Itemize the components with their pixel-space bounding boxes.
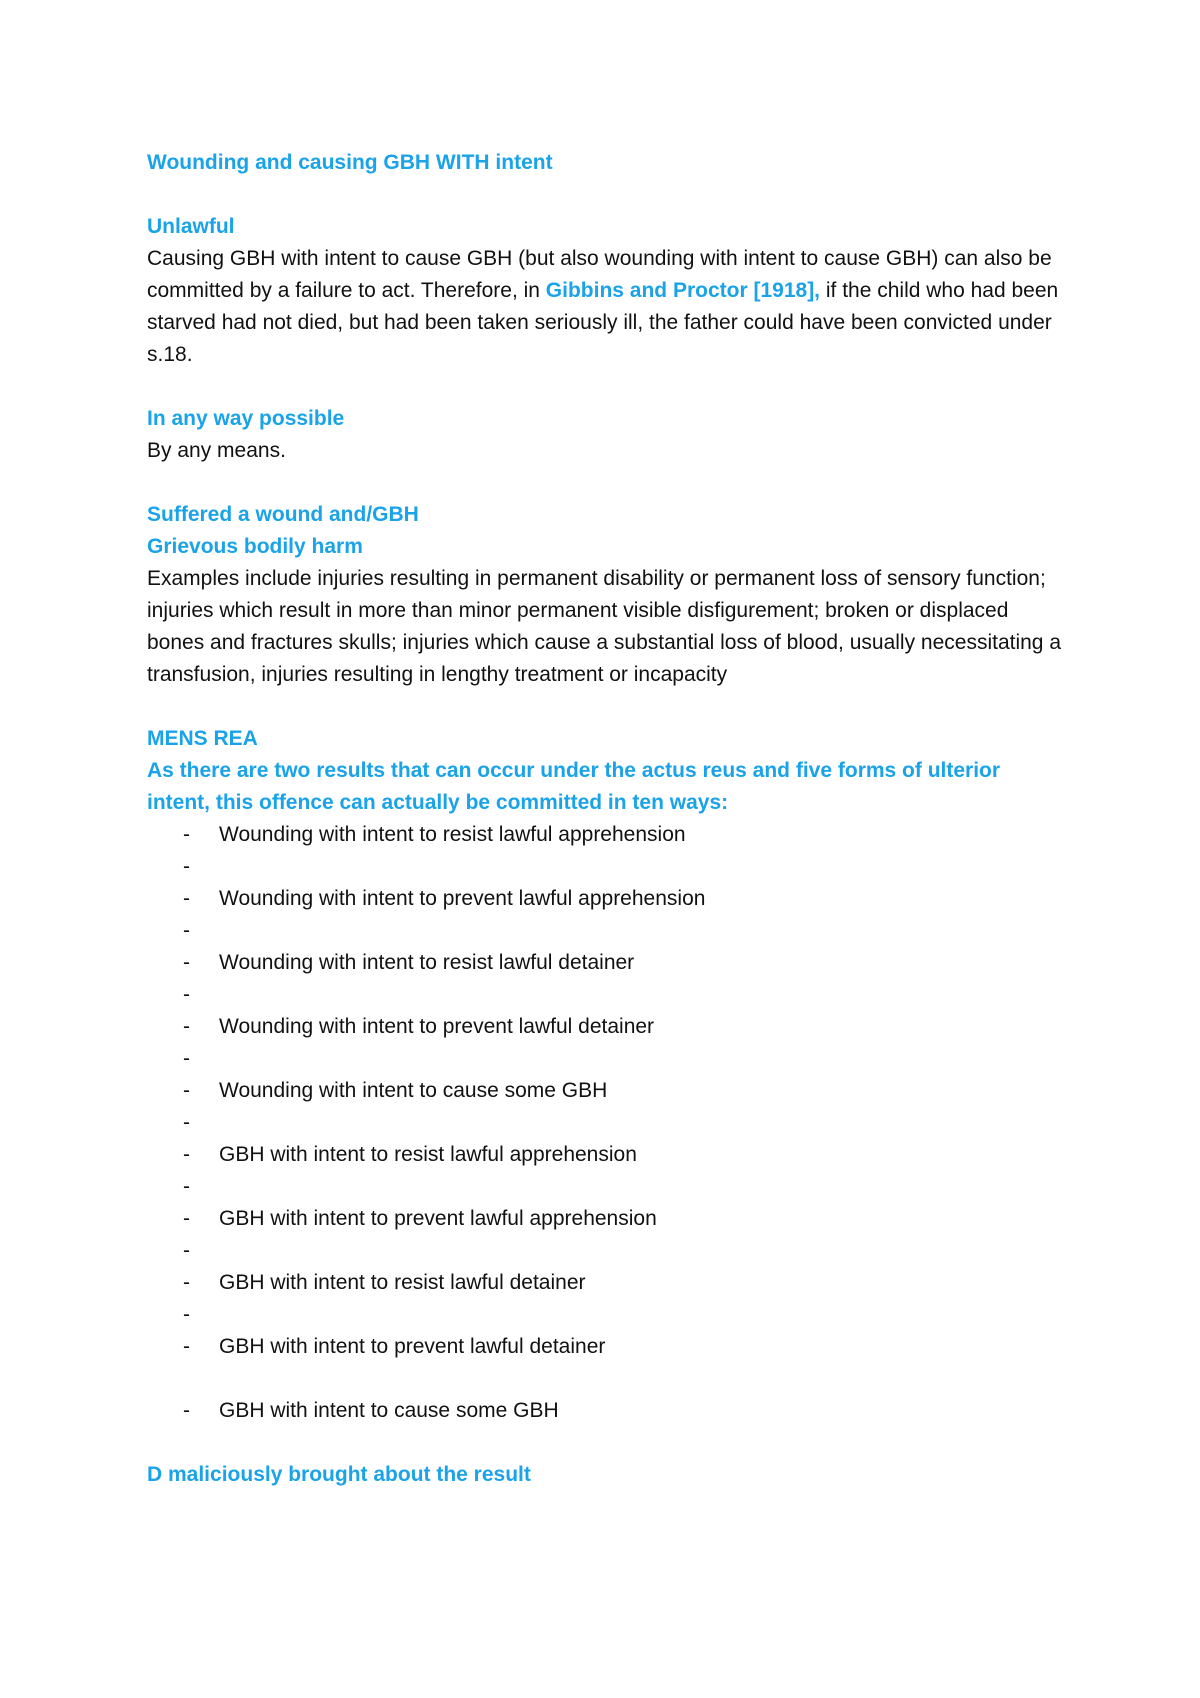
case-citation-gibbins: Gibbins and Proctor [1918], [545,279,821,302]
list-item [147,1395,1067,1427]
section-text-unlawful [147,243,1067,371]
dash-bullet: - [183,855,190,878]
list-item [147,1107,1067,1139]
list-item [147,819,1067,851]
mens-rea-intro: As there are two results that can occur under the actus reus and five forms of ulterior intent, this offence can actually be committed in ten ways: [147,759,1001,814]
section-heading-any-way: In any way possible [147,407,345,430]
document-title: Wounding and causing GBH WITH intent [147,151,553,174]
list-item [147,1267,1067,1299]
document-page [147,147,1067,1491]
dash-bullet: - [183,1079,190,1102]
list-item [147,979,1067,1011]
dash-bullet: - [183,1239,190,1262]
list-item-text: GBH with intent to resist lawful detainer [219,1271,586,1294]
list-item [147,1299,1067,1331]
dash-bullet: - [183,1143,190,1166]
dash-bullet: - [183,823,190,846]
dash-bullet: - [183,1335,190,1358]
section-text-any-way: By any means. [147,439,286,462]
list-item-text: Wounding with intent to resist lawful apprehension [219,823,686,846]
list-item [147,1075,1067,1107]
spacer [147,179,1067,211]
dash-bullet: - [183,1047,190,1070]
list-item-text: GBH with intent to cause some GBH [219,1399,559,1422]
list-item-text: GBH with intent to resist lawful apprehension [219,1143,637,1166]
section-heading-unlawful: Unlawful [147,215,235,238]
spacer [147,467,1067,499]
list-item-text: GBH with intent to prevent lawful detainer [219,1335,606,1358]
list-item [147,947,1067,979]
dash-bullet: - [183,919,190,942]
list-item-text: Wounding with intent to cause some GBH [219,1079,608,1102]
list-item-text: Wounding with intent to prevent lawful apprehension [219,887,706,910]
list-item-text: Wounding with intent to prevent lawful detainer [219,1015,655,1038]
dash-bullet: - [183,887,190,910]
list-item [147,1011,1067,1043]
section-heading-mens-rea: MENS REA [147,727,258,750]
spacer [147,371,1067,403]
spacer [147,691,1067,723]
dash-bullet: - [183,1111,190,1134]
unlawful-text-before: Causing GBH with intent to cause GBH (but also wounding with intent to cause GBH) can also be committed by a failure to act. Therefore, in [147,247,1052,302]
list-item [147,1203,1067,1235]
list-item [147,1235,1067,1267]
dash-bullet: - [183,1399,190,1422]
unlawful-text-after: if the child who had been starved had not died, but had been taken seriously ill, the father could have been convicted under s.18. [147,279,1059,366]
list-item [147,1171,1067,1203]
ways-list-last [147,1395,1067,1427]
list-item [147,1043,1067,1075]
section-subheading-gbh: Grievous bodily harm [147,535,363,558]
dash-bullet: - [183,951,190,974]
dash-bullet: - [183,1175,190,1198]
list-item-text: Wounding with intent to resist lawful detainer [219,951,635,974]
list-item [147,883,1067,915]
list-item [147,1331,1067,1363]
dash-bullet: - [183,1271,190,1294]
list-item [147,851,1067,883]
list-item-text: GBH with intent to prevent lawful apprehension [219,1207,657,1230]
spacer [147,1427,1067,1459]
dash-bullet: - [183,1015,190,1038]
list-item [147,1139,1067,1171]
dash-bullet: - [183,1303,190,1326]
section-text-gbh: Examples include injuries resulting in permanent disability or permanent loss of sensory function; injuries which result in more than minor permanent visible disfigurement; broken or displaced bones and fractures skulls; injuries which cause a substantial loss of blood, usually necessitating a transfusion, injuries resulting in lengthy treatment or incapacity [147,567,1062,686]
list-item [147,915,1067,947]
dash-bullet: - [183,1207,190,1230]
spacer [147,1363,1067,1395]
ways-list [147,819,1067,1363]
dash-bullet: - [183,983,190,1006]
section-heading-suffered: Suffered a wound and/GBH [147,503,419,526]
section-heading-malicious: D maliciously brought about the result [147,1463,531,1486]
